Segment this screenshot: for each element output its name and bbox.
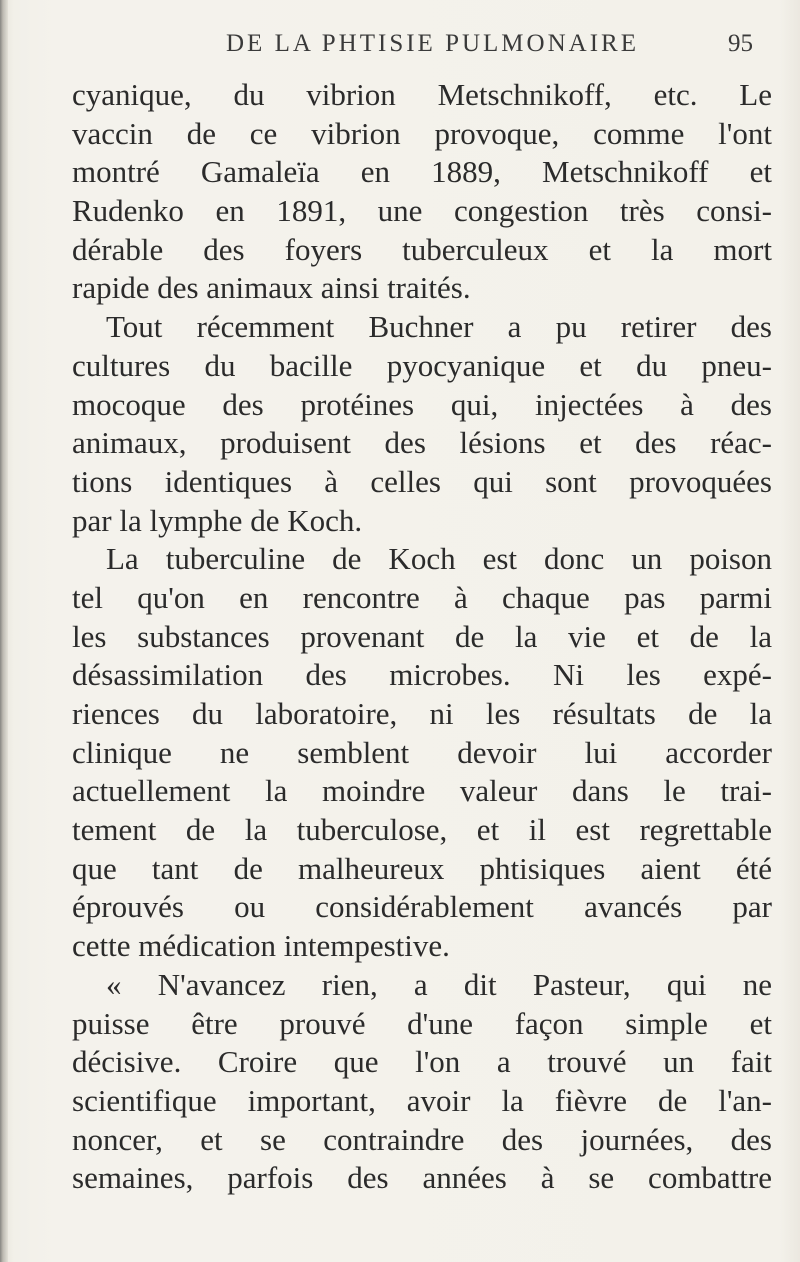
text-line: « N'avancez rien, a dit Pasteur, qui ne (106, 966, 772, 1002)
text-line: éprouvés ou considérablement avancés par (72, 889, 772, 925)
text-line: tions identiques à celles qui sont provoquées (72, 463, 772, 499)
text-line: cyanique, du vibrion Metschnikoff, etc. Le (72, 77, 772, 112)
text-line: Rudenko en 1891, une congestion très consi- (72, 193, 772, 229)
text-line: rapide des animaux ainsi traités. (72, 270, 471, 306)
text-line: noncer, et se contraindre des journées, des (72, 1121, 772, 1157)
text-line: cette médication intempestive. (72, 928, 450, 964)
text-line: semaines, parfois des années à se combattre (72, 1160, 772, 1196)
text-line: décisive. Croire que l'on a trouvé un fait (72, 1044, 772, 1080)
text-line: dérable des foyers tuberculeux et la mort (72, 231, 772, 267)
text-line: mocoque des protéines qui, injectées à des (72, 386, 772, 422)
running-title: DE LA PHTISIE PULMONAIRE (226, 30, 639, 57)
text-line: par la lymphe de Koch. (72, 502, 363, 538)
text-line: tement de la tuberculose, et il est regrettable (72, 812, 772, 848)
text-line: vaccin de ce vibrion provoque, comme l'ont (72, 115, 772, 151)
text-line: désassimilation des microbes. Ni les expé- (72, 657, 772, 693)
text-line: les substances provenant de la vie et de la (72, 618, 772, 654)
text-line: La tuberculine de Koch est donc un poison (106, 541, 772, 577)
running-head (0, 30, 800, 66)
page-binding-edge (0, 0, 8, 1262)
text-line: que tant de malheureux phtisiques aient été (72, 850, 772, 886)
text-line: montré Gamaleïa en 1889, Metschnikoff et (72, 154, 772, 190)
text-line: Tout récemment Buchner a pu retirer des (106, 309, 772, 345)
text-line: riences du laboratoire, ni les résultats de la (72, 696, 772, 731)
text-line: clinique ne semblent devoir lui accorder (72, 734, 772, 770)
text-line: puisse être prouvé d'une façon simple et (72, 1005, 772, 1041)
body-text (72, 76, 772, 1198)
text-line: tel qu'on en rencontre à chaque pas parmi (72, 579, 772, 615)
text-line: actuellement la moindre valeur dans le trai- (72, 773, 772, 809)
text-line: scientifique important, avoir la fièvre de l'an- (72, 1082, 772, 1118)
page-number: 95 (728, 30, 753, 57)
text-line: animaux, produisent des lésions et des réac- (72, 425, 772, 461)
text-line: cultures du bacille pyocyanique et du pneu- (72, 347, 772, 383)
